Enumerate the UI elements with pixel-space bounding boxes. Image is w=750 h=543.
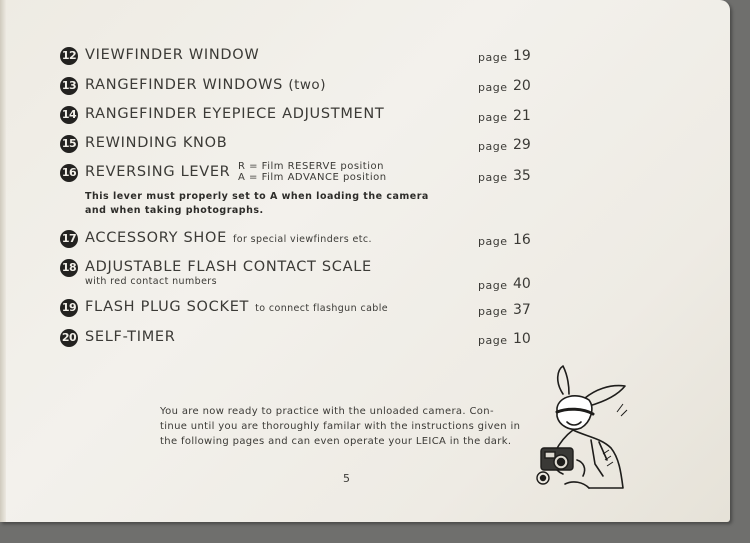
item-number-badge: 18 bbox=[60, 259, 78, 277]
page-label: page bbox=[478, 334, 508, 347]
position-advance: A = Film ADVANCE position bbox=[238, 172, 387, 183]
cartoon-rabbit-photographer-icon bbox=[533, 364, 633, 492]
page-label: page bbox=[478, 235, 508, 248]
item-title: RANGEFINDER EYEPIECE ADJUSTMENT bbox=[85, 106, 385, 122]
item-title: ADJUSTABLE FLASH CONTACT SCALE bbox=[85, 259, 372, 275]
item-number-badge: 14 bbox=[60, 106, 78, 124]
item-title: REVERSING LEVER bbox=[85, 164, 231, 180]
item-number-badge: 19 bbox=[60, 299, 78, 317]
item-title: REWINDING KNOB bbox=[85, 135, 228, 151]
page-reference: 19 bbox=[513, 48, 531, 64]
page-reference: 10 bbox=[513, 331, 531, 347]
item-number-badge: 17 bbox=[60, 230, 78, 248]
page-label: page bbox=[478, 51, 508, 64]
page-label: page bbox=[478, 171, 508, 184]
reversing-positions bbox=[238, 161, 387, 183]
item-title: ACCESSORY SHOE for special viewfinders etc. bbox=[85, 230, 372, 246]
item-subtitle: (two) bbox=[288, 77, 326, 93]
item-number-badge: 12 bbox=[60, 47, 78, 65]
page-reference: 29 bbox=[513, 137, 531, 153]
item-number-badge: 20 bbox=[60, 329, 78, 347]
list-item bbox=[60, 259, 530, 293]
item-subtitle: to connect flashgun cable bbox=[255, 303, 388, 314]
item-subtitle: for special viewfinders etc. bbox=[233, 234, 372, 245]
item-title: SELF-TIMER bbox=[85, 329, 176, 345]
page-number: 5 bbox=[343, 472, 350, 485]
list-item bbox=[60, 161, 531, 222]
paragraph-line: You are now ready to practice with the unloaded camera. Con- bbox=[160, 406, 494, 417]
page-label: page bbox=[478, 305, 508, 318]
item-detail: with red contact numbers bbox=[85, 276, 217, 287]
page-reference: 16 bbox=[513, 232, 531, 248]
page-reference: 21 bbox=[513, 108, 531, 124]
item-title: RANGEFINDER WINDOWS (two) bbox=[85, 77, 326, 93]
page-label: page bbox=[478, 81, 508, 94]
note-line: This lever must properly set to A when loading the camera bbox=[85, 191, 429, 202]
page-label: page bbox=[478, 279, 508, 292]
page-label: page bbox=[478, 111, 508, 124]
paragraph-line: the following pages and can even operate your LEICA in the dark. bbox=[160, 436, 512, 447]
item-title: FLASH PLUG SOCKET to connect flashgun cable bbox=[85, 299, 388, 315]
item-title: VIEWFINDER WINDOW bbox=[85, 47, 260, 63]
item-number-badge: 16 bbox=[60, 164, 78, 182]
paragraph-line: tinue until you are thoroughly familar with the instructions given in bbox=[160, 421, 521, 432]
lever-note bbox=[85, 190, 429, 218]
page-label: page bbox=[478, 140, 508, 153]
page-reference: 37 bbox=[513, 302, 531, 318]
position-reserve: R = Film RESERVE position bbox=[238, 161, 384, 172]
page-reference: 20 bbox=[513, 78, 531, 94]
item-number-badge: 15 bbox=[60, 135, 78, 153]
item-number-badge: 13 bbox=[60, 77, 78, 95]
closing-paragraph bbox=[160, 404, 520, 449]
page-reference: 35 bbox=[513, 168, 531, 184]
note-line: and when taking photographs. bbox=[85, 205, 264, 216]
page-reference: 40 bbox=[513, 276, 531, 292]
